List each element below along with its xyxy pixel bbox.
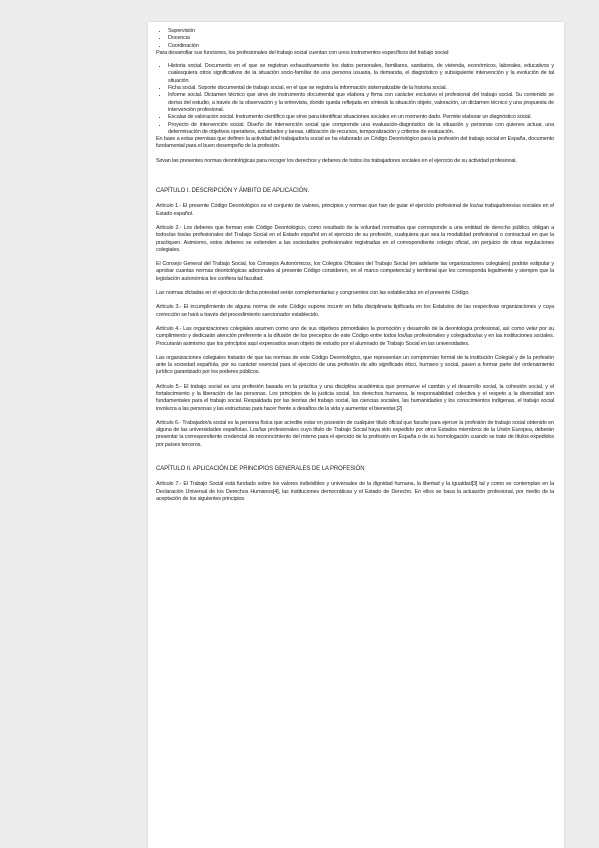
intro-paragraph: Para desarrollar sus funciones, los profesionales del trabajo social cuentan con unos instrumentos específicos del trabajo social: (156, 49, 450, 56)
chapter-2-title: CAPÍTULO II. APLICACIÓN DE PRINCIPIOS GENERALES DE LA PROFESIÓN (156, 466, 365, 473)
list-item: • Informe social. Dictamen técnico que sirve de instrumento documental que elabora y firma con carácter exclusivo el profesional del trabajo social. Su contenido se deriva del estudio, a través de la observación y la entrevista, donde queda reflejada en síntesis la situación objeto, valoración, un dictamen técnico y una propuesta de intervención profesional. (168, 92, 554, 114)
roles-list (156, 28, 554, 50)
list-item: • Coordinación (168, 43, 554, 50)
chapter-1-title: CAPÍTULO I. DESCRIPCIÓN Y ÁMBITO DE APLICACIÓN. (156, 188, 310, 195)
list-item: • Docencia (168, 35, 554, 42)
article-paragraph: Artículo 4.- Las organizaciones colegiales asumen como uno de sus objetivos primordiales la promoción y desarrollo de la deontología profesional, así como velar por su cumplimiento y dedicarán atención preferente a la difusión de los preceptos de este Código entre todos los/las profesionales y colegiados/as y en las instituciones sociales. Procurarán asimismo que los principios aquí expresados sean objeto de estudio por el alumnado de Trabajo Social en las universidades. (156, 325, 554, 347)
article-paragraph: Las organizaciones colegiales tratarán de que las normas de este Código Deontológico, que representan un compromiso formal de la institución Colegial y de la profesión ante la sociedad española, por su carácter esencial para el ejercicio de una profesión de alto significado ético, humano y social, pasen a formar parte del ordenamiento jurídico garantizado por los poderes públicos. (156, 354, 554, 376)
article-paragraph: Artículo 3.- El incumplimiento de alguna norma de este Código supone incurrir en falta disciplinaria tipificada en los Estatutos de las respectivas organizaciones y cuya corrección se hará a través del procedimiento sancionador establecido. (156, 304, 554, 318)
article-paragraph: Artículo 6.- Trabajador/a social es la persona física que acredite estar en posesión de cualquier título oficial que faculte para ejercer la profesión de trabajo social obtenido en alguna de las universidades españolas. Los/las profesionales cuyo título de Trabajo Social haya sido expedido por otros Estados miembros de la Unión Europea, deberán presentar la correspondiente credencial de reconocimiento del mismo para el ejercicio de la profesión en España o de su homologación cuando se trate de títulos expedidos por países terceros. (156, 419, 554, 448)
article-paragraph: Artículo 7.- El Trabajo Social está fundado sobre los valores indivisibles y universales de la dignidad humana, la libertad y la igualdad[3] tal y como se contemplan en la Declaración Universal de los Derechos Humanos[4], las instituciones democráticas y el Estado de Derecho. En ellos se basa la actuación profesional, por medio de la aceptación de los siguientes principios. (156, 481, 554, 502)
article-paragraph: Artículo 5.- El trabajo social es una profesión basada en la práctica y una disciplina académica que promueve el cambio y el desarrollo social, la cohesión social, y el fortalecimiento y la liberación de las personas. Los principios de la justicia social, los derechos humanos, la responsabilidad colectiva y el respeto a la diversidad son fundamentales para el trabajo social. Respaldada por las teorías del trabajo social, las ciencias sociales, las humanidades y los conocimientos indígenas, el trabajo social involucra a las personas y las estructuras para hacer frente a desafíos de la vida y aumentar el bienestar.[2] (156, 383, 554, 412)
list-item: • Proyecto de intervención social. Diseño de intervención social que comprende una evaluación-diagnóstico de la situación y personas con quienes actuar, una determinación de objetivos operativos, actividades y tareas, utilización de recursos, temporalización y criterios de evaluación. (168, 122, 554, 137)
purpose-paragraph: Sirvan las presentes normas deontológicas para recoger los derechos y deberes de todos los trabajadores sociales en el ejercicio de su actividad profesional. (156, 157, 517, 164)
list-item: • Supervisión (168, 28, 554, 35)
list-item: • Ficha social. Soporte documental de trabajo social, en el que se registra la información sistematizable de la historia social. (168, 85, 554, 92)
document-body (148, 22, 564, 503)
basis-paragraph: En base a estas premisas que definen la actividad del trabajador/a social se ha elaborado un Código Deontológico para la profesión del trabajo social en España, documento fundamental para el buen desempeño de la profesión. (156, 136, 554, 150)
document-page (148, 22, 564, 848)
article-paragraph: Las normas dictadas en el ejercicio de dicha potestad serán complementarias y congruentes con las establecidas en el presente Código. (156, 290, 470, 297)
list-item: • Escalas de valoración social. Instrumento científico que sirve para identificar situaciones sociales en un momento dado. Permite elaborar un diagnóstico social. (168, 114, 554, 121)
article-paragraph: Artículo 1.- El presente Código Deontológico es el conjunto de valores, principios y normas que han de guiar el ejercicio profesional de los/as trabajadores/as sociales en el Estado español. (156, 203, 554, 217)
article-paragraph: Artículo 2.- Los deberes que forman este Código Deontológico, como resultado de la voluntad normativa que corresponde a una entidad de derecho público, obligan a todos/as los/as profesionales del Trabajo Social en el Estado español en el ejercicio de su profesión, cualquiera que sea la modalidad profesional o contractual en que la practiquen. Asimismo, estos deberes se extienden a las sociedades profesionales registradas en el correspondiente colegio oficial, sin perjuicio de otras regulaciones colegiales. (156, 224, 554, 253)
article-paragraph: El Consejo General del Trabajo Social, los Consejos Autonómicos, los Colegios Oficiales del Trabajo Social (en adelante las organizaciones colegiales) podrán estipular y aprobar cuantas normas deontológicas adicionales al presente Código consideren, en el marco competencial y territorial que les corresponda legalmente y siempre que la legislación autonómica les confiera tal facultad. (156, 261, 554, 282)
list-item: • Historia social. Documento en el que se registran exhaustivamente los datos personales, familiares, sanitarios, de vivienda, económicos, laborales, educativos y cualesquiera otros significativos de la situación socio-familiar de una persona usuaria, la demanda, el diagnóstico y subsiguiente intervención y la evolución de tal situación. (168, 63, 554, 85)
instruments-list (156, 63, 554, 136)
